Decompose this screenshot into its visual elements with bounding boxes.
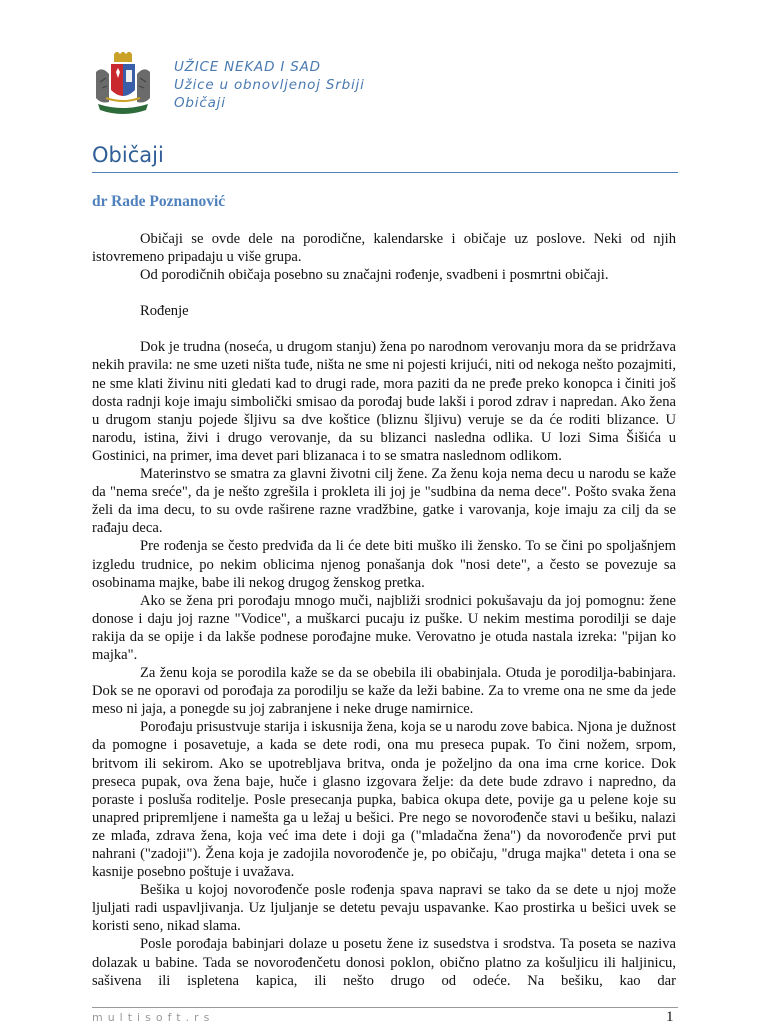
paragraph: Bešika u kojoj novorođenče posle rođenja spava napravi se tako da se dete u njoj može ljuljati radi uspavljivanja. Uz ljuljanje se detetu pevaju uspavanke. Kao prostirka u bešici uvek se koristi seno, nikad slama. xyxy=(92,882,676,935)
title-divider xyxy=(92,172,678,173)
header-site-name: UŽICE NEKAD I SAD xyxy=(174,59,321,75)
author-name: dr Rade Poznanović xyxy=(92,193,226,210)
page-title: Običaji xyxy=(92,143,164,167)
section-heading-rodjenje: Rođenje xyxy=(140,303,189,320)
paragraph: Običaji se ovde dele na porodične, kalendarske i običaje uz poslove. Neki od njih istovremeno pripadaju u više grupa. xyxy=(92,231,676,266)
page-number: 1 xyxy=(666,1009,674,1025)
coat-of-arms-logo xyxy=(92,52,154,118)
footer-divider xyxy=(92,1007,678,1008)
header-topic-name: Običaji xyxy=(174,95,226,111)
paragraph: Za ženu koja se porodila kaže se da se obebila ili obabinjala. Otuda je porodilja-babinjara. Dok se ne oporavi od porođaja za porodilju se kaže da leži babine. Za to vreme ona ne sme da jede meso ni jaja, a ponegde su joj zabranjene i neke druge namirnice. xyxy=(92,665,676,718)
article-body xyxy=(92,230,676,990)
paragraph: Dok je trudna (noseća, u drugom stanju) žena po narodnom verovanju mora da se pridržava nekih pravila: ne sme uzeti ništa tuđe, ništa ne sme ni pojesti krijući, niti od nekoga nešto pozajmiti, ne sme klati živinu niti gledati kad to drugi rade, mora paziti da ne pređe preko konopca i činiti još dosta radnji koje imaju simbolički smisao da porođaj bude lakši i porod zdrav i napredan. Ako žena u drugom stanju pojede šljivu sa dve koštice (bliznu šljivu) veruje se da će roditi blizance. U narodu, istina, živi i drugo verovanje, da su blizanci nasledna odlika. U lozi Sima Šišića u Gostinici, na primer, ima devet pari blizanaca i to se smatra naslednom odlikom. xyxy=(92,339,676,464)
paragraph: Porođaju prisustvuje starija i iskusnija žena, koja se u narodu zove babica. Njona je dužnost da pomogne i posavetuje, a kada se dete rodi, ona mu preseca pupak. To čini nožem, srpom, britvom ili sekirom. Ako se upotrebljava britva, onda je poželjno da ona ima crne korice. Dok preseca pupak, ova žena baje, huče i glasno izgovara želje: da dete bude zdravo i napredno, da poraste i posluša roditelje. Posle presecanja pupka, babica okupa dete, povije ga u pelene koje su unapred pripremljene i namešta ga u ležaj u bešici. Pre nego se novorođenče stavi u bešiku, nalazi ze mlađa, zdrava žena, koja već ima dete i doji ga ("mladačna žena") da novorođenče prvi put nahrani ("zadoji"). Žena koja je zadojila novorođenče je, po običaju, "druga majka" deteta i ona se kasnije posebno poštuje i uvažava. xyxy=(92,719,676,881)
header-section-name: Užice u obnovljenoj Srbiji xyxy=(174,77,365,93)
document-header xyxy=(92,52,692,122)
paragraph: Posle porođaja babinjari dolaze u posetu žene iz susedstva i srodstva. Ta poseta se naziva dolazak u babine. Tada se novorođenčetu donosi poklon, obično platno za košuljicu ili haljinicu, sašivena ili ispletena kapica, ili nešto drugo od odeće. Na bešiku, kao dar xyxy=(92,936,676,989)
paragraph: Pre rođenja se često predviđa da li će dete biti muško ili žensko. To se čini po spoljašnjem izgledu trudnice, po nekim oblicima njenog ponašanja dok "nosi dete", a često se povezuje sa osobinama majke, babe ili nekog drugog ženskog pretka. xyxy=(92,538,676,591)
paragraph: Ako se žena pri porođaju mnogo muči, najbliži srodnici pokušavaju da joj pomognu: žene donose i daju joj razne "Vodice", a muškarci pucaju iz puške. U nekim mestima porodilji se daje rakija da se opije i da lakše podnese porođajne muke. Verovatno je otuda nastala izreka: "pijan ko majka". xyxy=(92,592,676,663)
paragraph: Od porodičnih običaja posebno su značajni rođenje, svadbeni i posmrtni običaji. xyxy=(140,267,609,284)
footer-site: multisoft.rs xyxy=(92,1011,215,1024)
paragraph: Materinstvo se smatra za glavni životni cilj žene. Za ženu koja nema decu u narodu se kaže da "nema sreće", da je nešto zgrešila i prokleta ili joj je "sudbina da nema dece". Pošto svaka žena želi da ima decu, to su ovde raširene razne vradžbine, gatke i varovanja, koje imaju za cilj da se rađaju deca. xyxy=(92,466,676,537)
